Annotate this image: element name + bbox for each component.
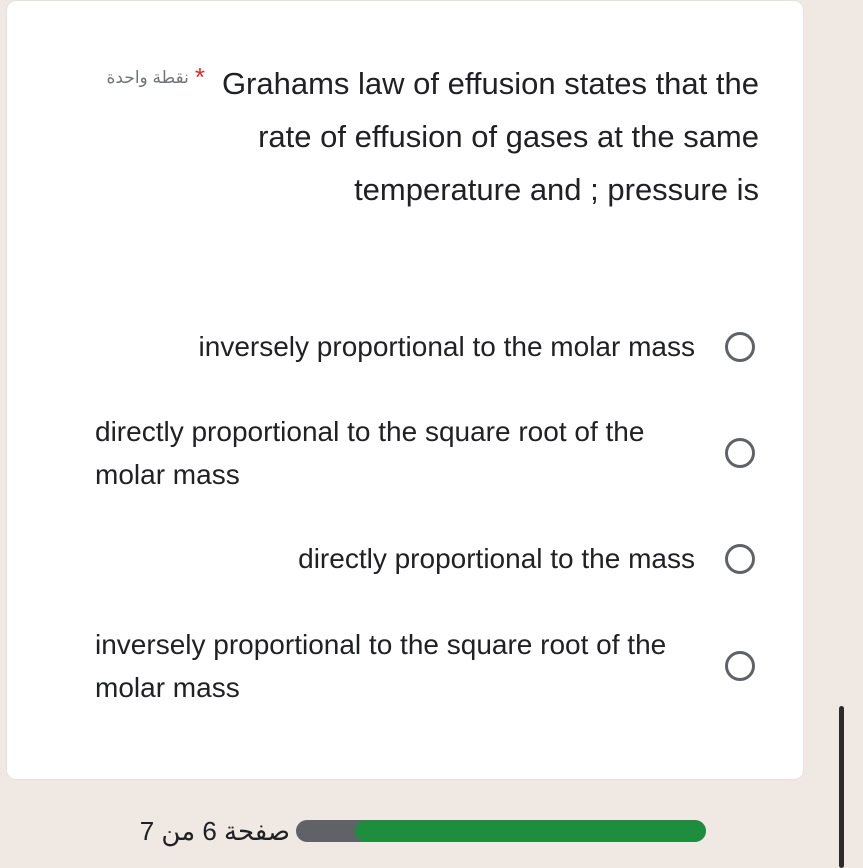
progress-bar xyxy=(296,820,706,842)
option-row[interactable] xyxy=(200,537,755,580)
option-row[interactable] xyxy=(76,623,755,709)
radio-button[interactable] xyxy=(725,651,755,681)
scrollbar-thumb[interactable] xyxy=(839,706,844,868)
option-label: directly proportional to the mass xyxy=(298,543,695,574)
option-label: directly proportional to the square root of the molar mass xyxy=(95,416,645,490)
radio-button[interactable] xyxy=(725,438,755,468)
option-label: inversely proportional to the molar mass xyxy=(198,331,695,362)
option-label: inversely proportional to the square root of the molar mass xyxy=(95,629,667,703)
radio-button[interactable] xyxy=(725,544,755,574)
option-row[interactable] xyxy=(90,325,755,368)
radio-button[interactable] xyxy=(725,332,755,362)
question-title: Grahams law of effusion states that the rate of effusion of gases at the same temperature and ; pressure is xyxy=(221,66,759,207)
progress-fill xyxy=(355,820,706,842)
points-indicator xyxy=(65,57,205,97)
points-label: نقطة واحدة xyxy=(106,67,189,87)
option-row[interactable] xyxy=(76,410,755,496)
page-indicator: صفحة 6 من 7 xyxy=(139,816,290,846)
required-asterisk: * xyxy=(194,62,205,92)
